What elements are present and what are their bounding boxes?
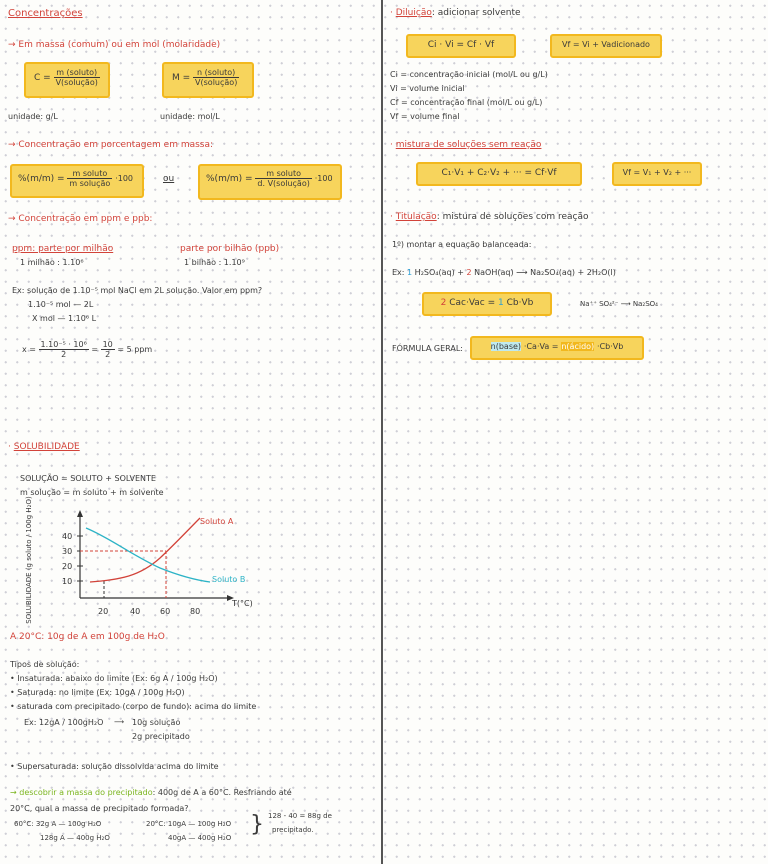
titration-desc: : mistura de soluções com reação [436, 212, 589, 222]
titration-title: Titulação [395, 212, 437, 222]
tit-ex-c1: 1 [407, 268, 413, 277]
type-3-result-2: 2g precipitado [132, 732, 190, 741]
dilution-def-2: Vi = volume inicial [390, 84, 465, 93]
gen-d: ·Cb·Vb [597, 342, 624, 351]
ytick-label-30: 30 [62, 547, 73, 556]
tit-box-b: Cb·Vb [506, 298, 534, 308]
mix-formula: C₁·V₁ + C₂·V₂ + ··· = Cf·Vf [441, 168, 557, 178]
curve-solute-b [86, 528, 210, 582]
titration-example [392, 268, 616, 277]
formula-c-lhs: C = [34, 73, 51, 83]
formula-m-num: n (soluto) [193, 68, 239, 78]
solution-eq-1: SOLUÇÃO = SOLUTO + SOLVENTE [20, 474, 156, 483]
discover-line-2: 20°C, qual a massa de precipitado formada? [10, 804, 189, 813]
xtick-label-80: 80 [190, 607, 201, 616]
general-label: FÓRMULA GERAL: [392, 344, 463, 353]
type-3-arrow-icon: ⟶ [114, 718, 125, 726]
discover-desc: : 400g de A a 60°C. Resfriando até [152, 788, 292, 797]
eq-num: 1.10⁻⁵ · 10⁶ [40, 340, 87, 349]
formula-c-box [24, 62, 110, 98]
percent-f2-num: m soluto [255, 169, 311, 179]
dilution-volume-box [550, 34, 662, 58]
example-line: Ex: solução de 1.10⁻⁵ mol NaCl em 2L solução. Valor em ppm? [12, 286, 263, 295]
gen-c: n(ácido) [561, 342, 595, 351]
or-word: ou [163, 174, 175, 184]
dilution-line: · Diluição: adicionar solvente [390, 8, 521, 18]
ytick-label-10: 10 [62, 577, 73, 586]
ppb-label: parte por bilhão (ppb) [180, 244, 280, 254]
dilution-def-4: Vf = volume final [390, 112, 460, 121]
formula-c-den: V(solução) [55, 78, 98, 87]
ppb-value: 1 bilhão : 1.10⁹ [184, 258, 245, 267]
formula-m-box [162, 62, 254, 98]
eq-den2: 2 [105, 350, 111, 359]
label-solute-a: Soluto A [200, 517, 234, 526]
tit-box-c2: 1 [498, 298, 504, 308]
gen-a: n(base) [490, 342, 522, 351]
tit-ex-a: H₂SO₄(aq) + [414, 268, 464, 277]
percent-header: → Concentração em porcentagem em massa: [8, 140, 214, 150]
graph-ylabel: SOLUBILIDADE (g soluto / 100g H₂O) [25, 496, 33, 624]
center-divider-top [381, 0, 383, 430]
type-3-example: Ex: 12gA / 100gH₂O [24, 718, 104, 727]
x-axis-label: T(°C) [232, 599, 253, 608]
mix-line: · mistura de soluções sem reação [390, 140, 542, 150]
xtick-label-20: 20 [98, 607, 109, 616]
example-a: 1.10⁻⁵ mol — 2L [28, 300, 94, 309]
dilution-title: Diluição [395, 8, 432, 18]
calc-brace-icon: } [250, 812, 264, 837]
example-equation [22, 340, 152, 359]
tit-ex-c2: 2 [466, 268, 472, 277]
dilution-desc: : adicionar solvente [431, 8, 521, 18]
dilution-def-3: Cf = concentração final (mol/L ou g/L) [390, 98, 543, 107]
ppm-label: ppm: parte por milhão [12, 244, 114, 254]
type-3-result-1: 10g solução [132, 718, 181, 727]
formula-m-lhs: M = [172, 73, 191, 83]
titration-line: · Titulação: mistura de soluções com reação [390, 212, 589, 222]
eq-den: 2 [61, 350, 67, 359]
solution-eq-2: m solução = m soluto + m solvente [20, 488, 164, 497]
dilution-def-1: Ci = concentração inicial (mol/L ou g/L) [390, 70, 548, 79]
eq-rhs: = 5 ppm [117, 345, 153, 354]
percent-f1-den: m solução [69, 179, 111, 188]
mix-volume-box [612, 162, 702, 186]
xtick-label-40: 40 [130, 607, 141, 616]
discover-line-1 [10, 788, 292, 797]
formula-c-num: m (soluto) [54, 68, 100, 78]
tit-ex-b: NaOH(aq) ⟶ Na₂SO₄(aq) + 2H₂O(l) [474, 268, 616, 277]
percent-f2-box [198, 164, 342, 200]
example-b: X mol — 1.10⁶ L [32, 314, 97, 323]
unit-m: unidade: mol/L [160, 112, 220, 121]
concentration-title: Concentrações [8, 8, 83, 19]
percent-f1-tail: ·100 [115, 174, 133, 183]
formula-m-den: V(solução) [195, 78, 238, 87]
percent-f2-tail: ·100 [314, 174, 333, 183]
ppm-value: 1 milhão : 1.10⁶ [20, 258, 84, 267]
mix-volume: Vf = V₁ + V₂ + ··· [622, 168, 692, 177]
calc-result-2: precipitado. [272, 826, 314, 834]
y-arrow-icon [77, 510, 83, 517]
ytick-label-20: 20 [62, 562, 73, 571]
percent-f2-den: d. V(solução) [257, 179, 310, 188]
tit-box-c1: 2 [440, 298, 447, 308]
tit-ex-pre: Ex: [392, 268, 405, 277]
calc-a-2: 128g A — 400g H₂O [40, 834, 110, 842]
ytick-label-40: 40 [62, 532, 73, 541]
dilution-formula: Ci · Vi = Cf · Vf [427, 40, 495, 50]
general-formula-box [470, 336, 644, 360]
note-20c: A 20°C: 10g de A em 100g de H₂O [10, 632, 165, 642]
solubility-graph [30, 506, 320, 626]
percent-f1-num: m soluto [67, 169, 112, 179]
percent-f1-box [10, 164, 144, 198]
type-3: • saturada com precipitado (corpo de fundo): acima do limite [10, 702, 257, 711]
eq-mid: = [91, 345, 99, 354]
calc-a-1: 60°C: 32g A — 100g H₂O [14, 820, 102, 828]
discover-title: → descobrir a massa do precipitado [10, 788, 153, 797]
gen-b: ·Ca·Va = [523, 342, 559, 351]
dilution-volume: Vf = Vi + Vadicionado [562, 40, 650, 49]
type-4: • Supersaturada: solução dissolvida acima do limite [10, 762, 219, 771]
titration-step: 1º) montar a equação balanceada: [392, 240, 532, 249]
label-solute-b: Soluto B [212, 575, 246, 584]
calc-b-2: 40gA — 400g H₂O [168, 834, 232, 842]
calc-result-1: 128 - 40 = 88g de [268, 812, 332, 820]
types-header: Tipos de solução: [10, 660, 80, 669]
type-1: • Insaturada: abaixo do limite (Ex: 6g A / 100g H₂O) [10, 674, 218, 683]
curve-solute-a [90, 518, 200, 582]
dilution-formula-box [406, 34, 516, 58]
type-2: • Saturada: no limite (Ex: 10gA / 100g H₂O) [10, 688, 185, 697]
percent-f2-lhs: %(m/m) = [206, 174, 253, 184]
mass-header: → Em massa (comum) ou em mol (molaridade) [8, 40, 221, 50]
ppm-header: → Concentração em ppm e ppb: [8, 214, 153, 224]
tit-box-a: Cac·Vac = [449, 298, 496, 308]
titration-ion: Na⁺⁺ SO₄²⁻ ⟶ Na₂SO₄ [580, 300, 658, 308]
eq-num2: 10 [102, 340, 113, 349]
eq-lhs: x = [22, 345, 36, 354]
percent-f1-lhs: %(m/m) = [18, 174, 65, 184]
solubility-title: SOLUBILIDADE [13, 442, 80, 452]
unit-c: unidade: g/L [8, 112, 58, 121]
solubility-title-line: · SOLUBILIDADE [8, 442, 80, 452]
mix-title: mistura de soluções sem reação [395, 140, 542, 150]
calc-b-1: 20°C: 10gA — 100g H₂O [146, 820, 232, 828]
titration-box [422, 292, 552, 316]
mix-formula-box [416, 162, 582, 186]
xtick-label-60: 60 [160, 607, 171, 616]
center-divider-bottom [381, 430, 383, 864]
